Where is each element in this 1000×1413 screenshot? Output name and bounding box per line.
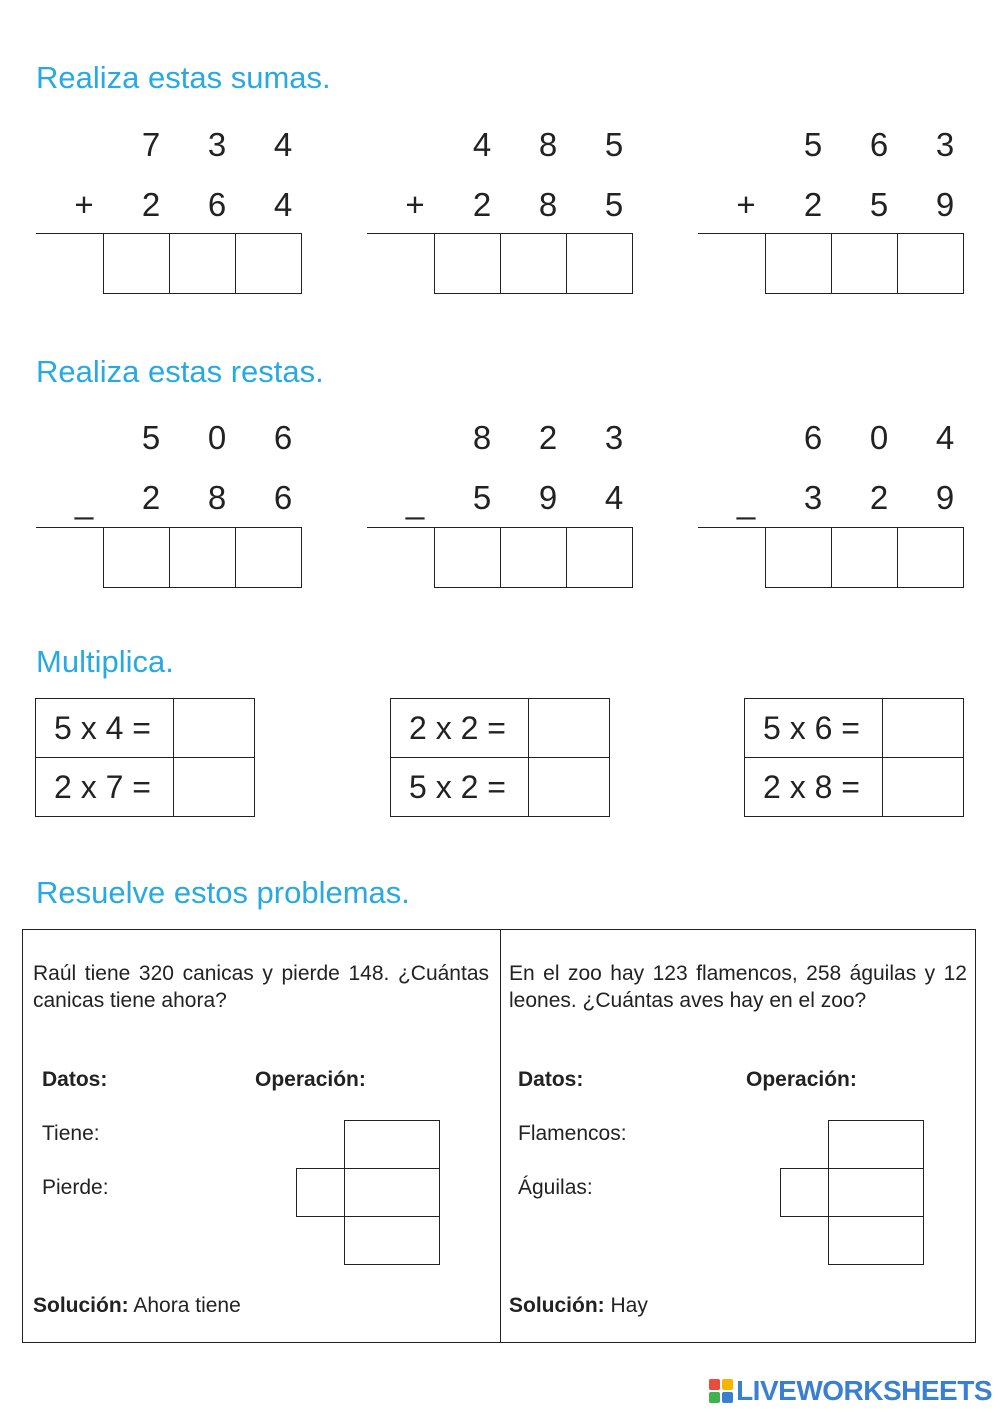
plus-sign: + [74,186,94,223]
mult-answer-box[interactable] [529,699,610,758]
problems-panel [22,929,976,1343]
top-digit: 3 [935,126,955,163]
top-digit: 0 [207,419,227,456]
bottom-digit: 2 [803,186,823,223]
top-digit: 4 [472,126,492,163]
logo-square [709,1379,720,1390]
operation-box-middle[interactable] [828,1168,924,1217]
bottom-digit: 2 [141,479,161,516]
top-digit: 6 [803,419,823,456]
mult-table-1 [35,698,255,817]
problem-text: En el zoo hay 123 flamencos, 258 águilas y 12 leones. ¿Cuántas aves hay en el zoo? [509,962,967,1012]
mult-answer-box[interactable] [174,699,255,758]
problem-text: Raúl tiene 320 canicas y pierde 148. ¿Cuántas canicas tiene ahora? [33,962,489,1012]
bottom-digit: 8 [207,479,227,516]
field-flamencos: Flamencos: [518,1122,627,1145]
operation-sign-box[interactable] [780,1168,829,1217]
bottom-digit: 2 [869,479,889,516]
answer-digit-box[interactable] [500,527,567,588]
top-digit: 5 [141,419,161,456]
bottom-digit: 4 [604,479,624,516]
top-digit: 4 [273,126,293,163]
top-digit: 2 [538,419,558,456]
logo-square [722,1392,733,1403]
answer-digit-box[interactable] [897,527,964,588]
solution-label: Solución: [33,1294,129,1317]
field-aguilas: Águilas: [518,1176,593,1199]
top-digit: 7 [141,126,161,163]
minus-sign: _ [405,483,425,520]
plus-sign: + [736,186,756,223]
solution-line [509,1294,648,1318]
section-title-multiplica: Multiplica. [36,644,174,679]
section-title-sumas: Realiza estas sumas. [36,60,331,95]
top-digit: 5 [803,126,823,163]
logo-square [722,1379,733,1390]
answer-digit-box[interactable] [434,233,501,294]
answer-digit-box[interactable] [566,233,633,294]
section-title-problemas: Resuelve estos problemas. [36,875,410,910]
operation-box-result[interactable] [344,1216,440,1265]
mult-answer-box[interactable] [883,758,964,817]
top-digit: 3 [207,126,227,163]
bottom-digit: 2 [472,186,492,223]
bottom-digit: 6 [273,479,293,516]
mult-answer-box[interactable] [883,699,964,758]
answer-digit-box[interactable] [500,233,567,294]
bottom-digit: 2 [141,186,161,223]
answer-digit-box[interactable] [566,527,633,588]
liveworksheets-logo-icon [709,1379,733,1403]
mult-expression: 2 x 2 = [391,699,529,758]
top-digit: 5 [604,126,624,163]
mult-table-3 [744,698,964,817]
field-pierde: Pierde: [42,1176,109,1199]
top-digit: 0 [869,419,889,456]
bottom-digit: 3 [803,479,823,516]
operation-box-middle[interactable] [344,1168,440,1217]
bottom-digit: 5 [869,186,889,223]
operation-box-result[interactable] [828,1216,924,1265]
bottom-digit: 6 [207,186,227,223]
top-digit: 4 [935,419,955,456]
mult-expression: 2 x 7 = [36,758,174,817]
mult-expression: 2 x 8 = [745,758,883,817]
mult-table-2 [390,698,610,817]
plus-sign: + [405,186,425,223]
answer-digit-box[interactable] [765,233,832,294]
solution-label: Solución: [509,1294,605,1317]
bottom-digit: 9 [935,479,955,516]
bottom-digit: 9 [538,479,558,516]
bottom-digit: 4 [273,186,293,223]
top-digit: 8 [472,419,492,456]
answer-digit-box[interactable] [897,233,964,294]
mult-answer-box[interactable] [529,758,610,817]
operation-box-top[interactable] [828,1120,924,1169]
minus-sign: _ [736,483,756,520]
bottom-digit: 5 [472,479,492,516]
mult-expression: 5 x 6 = [745,699,883,758]
bottom-digit: 8 [538,186,558,223]
mult-expression: 5 x 2 = [391,758,529,817]
answer-digit-box[interactable] [831,527,898,588]
solution-text: Ahora tiene [133,1294,241,1317]
answer-digit-box[interactable] [103,527,170,588]
answer-digit-box[interactable] [169,233,236,294]
datos-label: Datos: [518,1068,584,1091]
top-digit: 8 [538,126,558,163]
section-title-restas: Realiza estas restas. [36,354,324,389]
answer-digit-box[interactable] [235,233,302,294]
logo-square [709,1392,720,1403]
operacion-label: Operación: [255,1068,366,1091]
operation-box-top[interactable] [344,1120,440,1169]
solution-line [33,1294,241,1318]
top-digit: 6 [273,419,293,456]
liveworksheets-logo [709,1375,992,1407]
operation-sign-box[interactable] [296,1168,345,1217]
answer-digit-box[interactable] [169,527,236,588]
field-tiene: Tiene: [42,1122,100,1145]
operacion-label: Operación: [746,1068,857,1091]
top-digit: 3 [604,419,624,456]
problem-2 [500,930,976,1342]
mult-answer-box[interactable] [174,758,255,817]
answer-digit-box[interactable] [434,527,501,588]
answer-digit-box[interactable] [765,527,832,588]
minus-sign: _ [74,483,94,520]
answer-digit-box[interactable] [235,527,302,588]
problem-1 [23,930,500,1342]
bottom-digit: 5 [604,186,624,223]
solution-text: Hay [610,1294,648,1317]
bottom-digit: 9 [935,186,955,223]
answer-digit-box[interactable] [831,233,898,294]
top-digit: 6 [869,126,889,163]
mult-expression: 5 x 4 = [36,699,174,758]
logo-text: LIVEWORKSHEETS [736,1375,992,1406]
answer-digit-box[interactable] [103,233,170,294]
datos-label: Datos: [42,1068,108,1091]
